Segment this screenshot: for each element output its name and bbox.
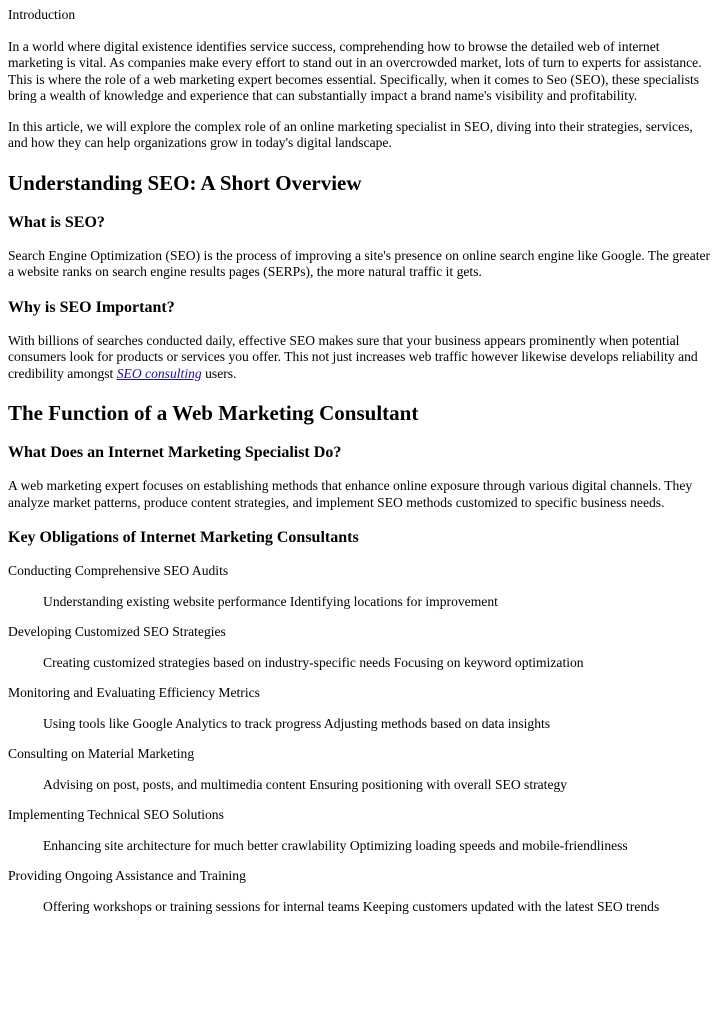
- obligation-detail: Enhancing site architecture for much better crawlability Optimizing loading speeds and mobile-friendliness: [43, 837, 628, 853]
- list-item: [8, 807, 714, 854]
- obligation-detail: Using tools like Google Analytics to track progress Adjusting methods based on data insights: [43, 715, 551, 731]
- obligation-title: Implementing Technical SEO Solutions: [8, 807, 224, 822]
- list-item: [8, 685, 714, 732]
- seo-consulting-link[interactable]: SEO consulting: [116, 365, 202, 381]
- why-seo-paragraph: [8, 333, 714, 383]
- intro-label: Introduction: [8, 7, 76, 22]
- heading-why-seo-important: Why is SEO Important?: [8, 298, 175, 316]
- intro-paragraph-1: In a world where digital existence identifies service success, comprehending how to browse the detailed web of internet marketing is vital. As companies make every effort to stand out in an overcrowded market, lots of turn to experts for assistance. This is where the role of a web marketing expert becomes essential. Specifically, when it comes to Seo (SEO), these specialists bring a wealth of knowledge and experience that can substantially impact a brand name's visibility and profitability.: [8, 38, 702, 103]
- obligation-detail: Advising on post, posts, and multimedia content Ensuring positioning with overall SEO strategy: [43, 776, 568, 792]
- heading-what-does-specialist-do: What Does an Internet Marketing Specialist Do?: [8, 444, 342, 461]
- heading-function-consultant: The Function of a Web Marketing Consultant: [8, 401, 419, 425]
- obligation-title: Monitoring and Evaluating Efficiency Metrics: [8, 685, 260, 700]
- list-item: [8, 563, 714, 610]
- obligation-detail: Offering workshops or training sessions for internal teams Keeping customers updated with the latest SEO trends: [43, 898, 660, 914]
- list-item: [8, 624, 714, 671]
- what-does-specialist-paragraph: A web marketing expert focuses on establishing methods that enhance online exposure through various digital channels. They analyze market patterns, produce content strategies, and implement SEO methods customized to specific business needs.: [8, 478, 693, 510]
- obligations-list: [8, 563, 714, 915]
- obligation-title: Providing Ongoing Assistance and Training: [8, 868, 246, 883]
- why-seo-text-after: users.: [201, 365, 237, 381]
- heading-key-obligations: Key Obligations of Internet Marketing Consultants: [8, 529, 359, 546]
- why-seo-text-before: With billions of searches conducted daily, effective SEO makes sure that your business appears prominently when potential consumers look for products or services you offer. This not just increases web traffic however likewise develops reliability and credibility amongst: [8, 332, 698, 381]
- list-item: [8, 746, 714, 793]
- heading-what-is-seo: What is SEO?: [8, 213, 105, 231]
- heading-understanding-seo: Understanding SEO: A Short Overview: [8, 170, 362, 195]
- obligation-title: Conducting Comprehensive SEO Audits: [8, 563, 229, 578]
- obligation-title: Developing Customized SEO Strategies: [8, 624, 226, 639]
- obligation-detail: Understanding existing website performance Identifying locations for improvement: [43, 593, 498, 609]
- obligation-title: Consulting on Material Marketing: [8, 746, 195, 761]
- intro-paragraph-2: In this article, we will explore the complex role of an online marketing specialist in SEO, diving into their strategies, services, and how they can help organizations grow in today's digital landscape.: [8, 118, 693, 150]
- what-is-seo-paragraph: Search Engine Optimization (SEO) is the process of improving a site's presence on online search engine like Google. The greater a website ranks on search engine results pages (SERPs), the more natural traffic it gets.: [8, 247, 711, 279]
- obligation-detail: Creating customized strategies based on industry-specific needs Focusing on keyword optimization: [43, 654, 584, 670]
- list-item: [8, 868, 714, 915]
